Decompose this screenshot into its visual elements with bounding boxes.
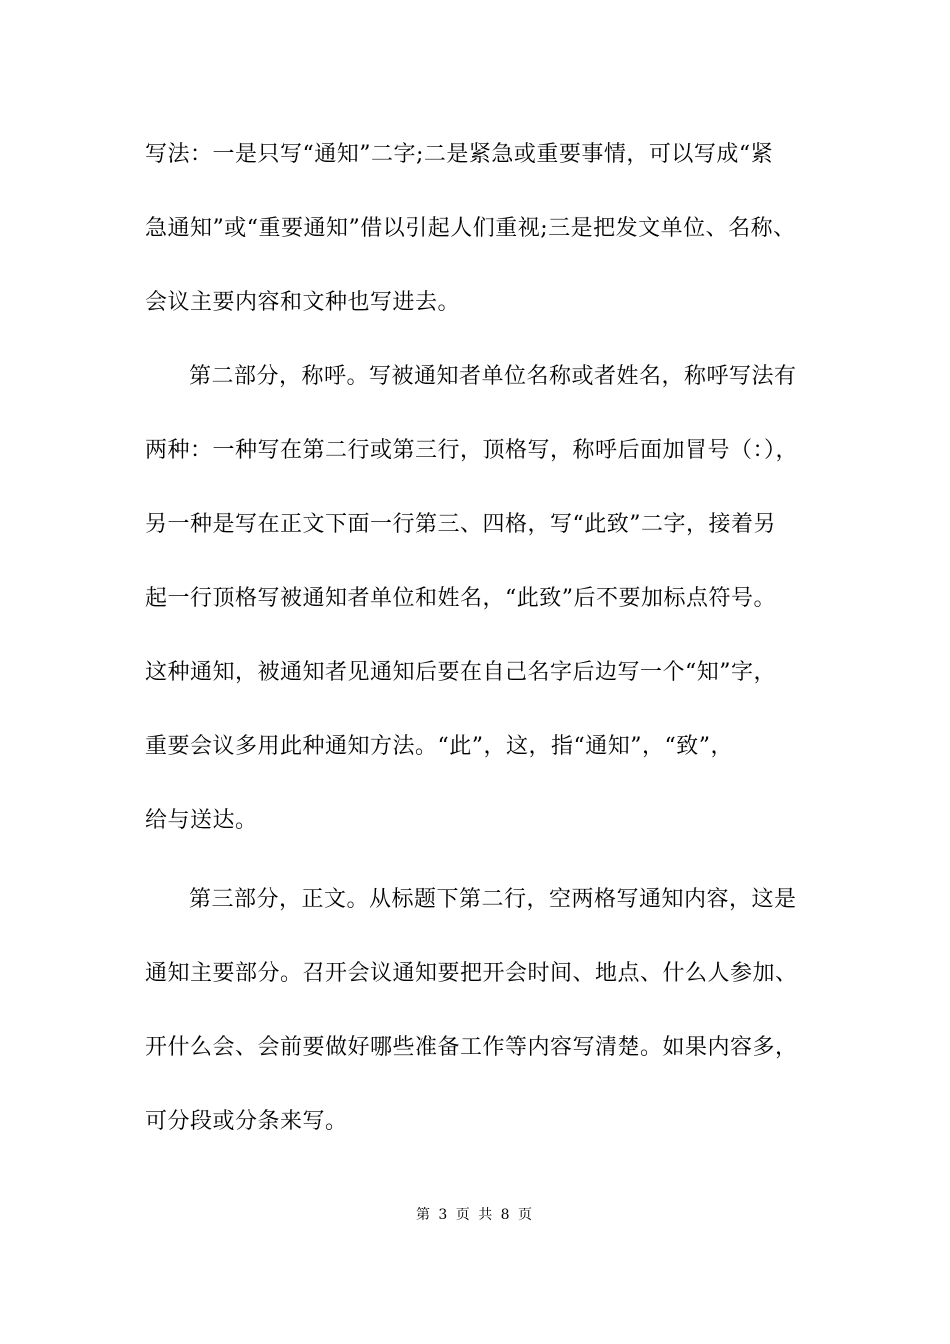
paragraph-3-line-3: 开什么会、会前要做好哪些准备工作等内容写清楚。如果内容多， [145,1035,798,1060]
paragraph-2-line-4: 起一行顶格写被通知者单位和姓名，“此致”后不要加标点符号。 [145,586,776,611]
paragraph-2-line-5: 这种通知，被通知者见通知后要在自己名字后边写一个“知”字， [145,660,776,685]
paragraph-1-line-3: 会议主要内容和文种也写进去。 [145,290,461,315]
paragraph-3-line-2: 通知主要部分。召开会议通知要把开会时间、地点、什么人参加、 [145,961,798,986]
paragraph-2-line-7: 给与送达。 [145,808,258,833]
paragraph-2-line-2: 两种：一种写在第二行或第三行，顶格写，称呼后面加冒号（：）， [145,438,799,463]
paragraph-2-line-3: 另一种是写在正文下面一行第三、四格，写“此致”二字，接着另 [145,512,776,537]
page-number-footer: 第 3 页 共 8 页 [415,1207,535,1223]
paragraph-3-line-1: 第三部分，正文。从标题下第二行，空两格写通知内容，这是 [189,887,797,912]
paragraph-1-line-1: 写法：一是只写“通知”二字;二是紧急或重要事情，可以写成“紧 [145,142,774,167]
paragraph-2-line-1: 第二部分，称呼。写被通知者单位名称或者姓名，称呼写法有 [189,364,797,389]
paragraph-3-line-4: 可分段或分条来写。 [145,1109,348,1134]
paragraph-1-line-2: 急通知”或“重要通知”借以引起人们重视;三是把发文单位、名称、 [145,216,796,241]
paragraph-2-line-6: 重要会议多用此种通知方法。“此”，这，指“通知”，“致”， [145,734,733,759]
